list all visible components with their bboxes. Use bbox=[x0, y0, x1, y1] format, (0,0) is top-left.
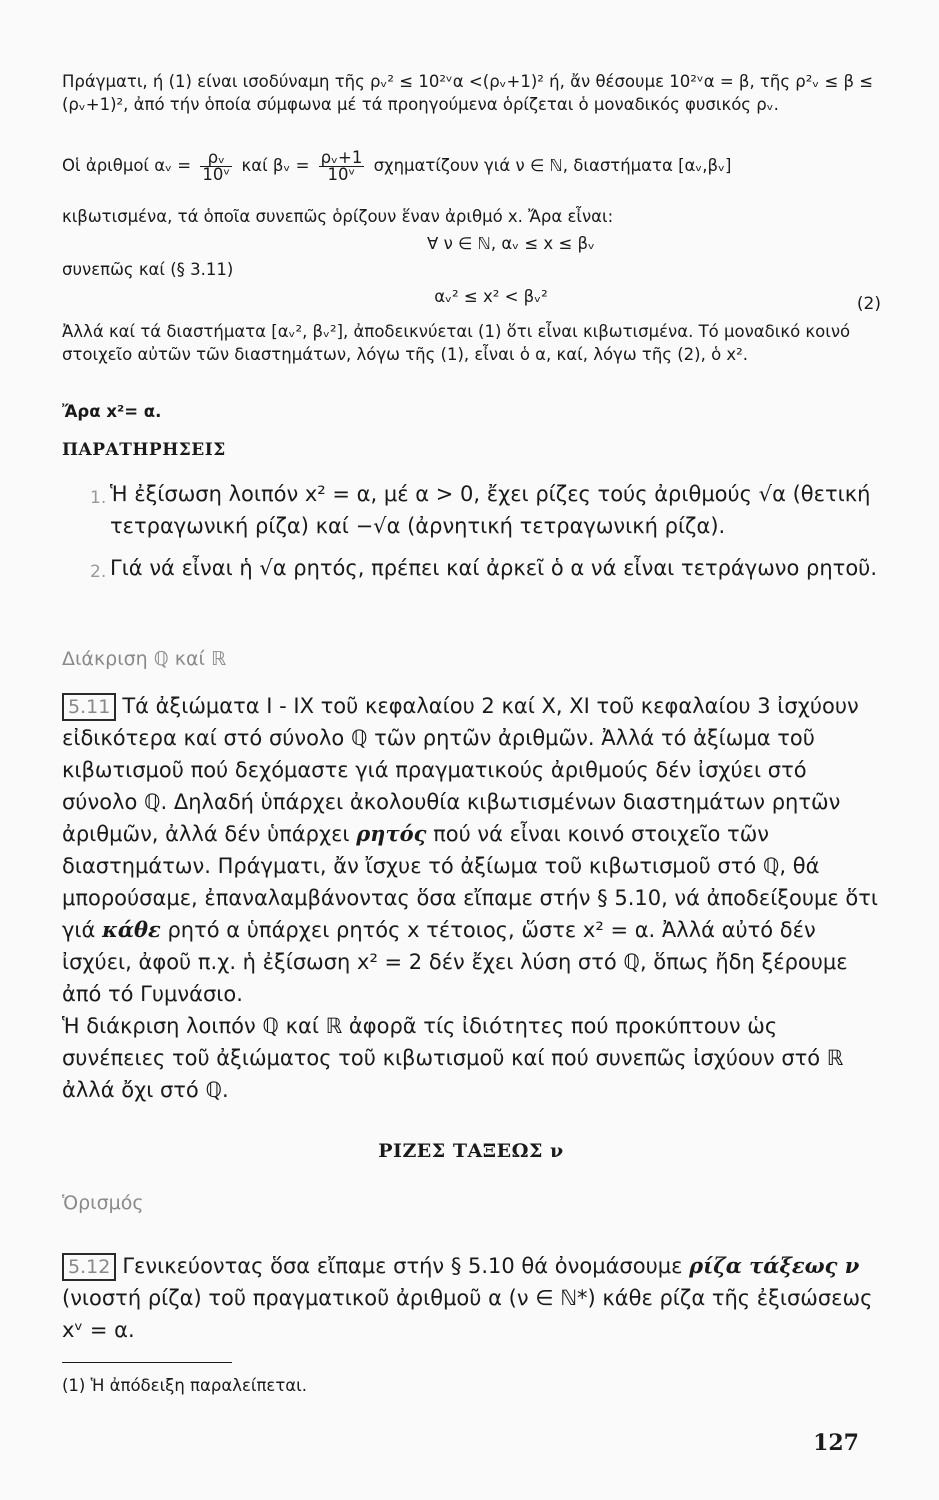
paragraph-nested: κιβωτισμένα, τά ὁποῖα συνεπῶς ὁρίζουν ἕναν ἀριθμό x. Ἄρα εἶναι: bbox=[62, 207, 614, 226]
fraction-alpha bbox=[200, 150, 232, 183]
text-definition: (νιοστή ρίζα) τοῦ πραγματικοῦ ἀριθμοῦ α (ν ∈ ℕ*) κάθε ρίζα τῆς ἐξισώσεως xᵛ = α. bbox=[62, 1286, 873, 1342]
paragraph-distinction: Ἡ διάκριση λοιπόν ℚ καί ℝ ἀφορᾶ τίς ἰδιότητες πού προκύπτουν ὡς συνέπειες τοῦ ἀξιώματος τοῦ κιβωτισμοῦ καί πού συνεπῶς ἰσχύουν στό ℝ ἀλλά ὄχι στό ℚ. bbox=[62, 1014, 844, 1102]
section-number-box: 5.11 bbox=[62, 693, 116, 721]
emphasis-every: κάθε bbox=[102, 917, 161, 942]
text-counterexample: ρητό α ὑπάρχει ρητός x τέτοιος, ὥστε x² = α. Ἀλλά αὐτό δέν ἰσχύει, ἀφοῦ π.χ. ἡ ἐξίσωση x² = 2 δέν ἔχει λύση στό ℚ, ὅπως ἤδη ξέρουμε ἀπό τό Γυμνάσιο. bbox=[62, 918, 848, 1006]
frac-denominator: 10ᵛ bbox=[202, 165, 231, 184]
paragraph-5-11 bbox=[62, 690, 880, 1010]
paragraph-5-12 bbox=[62, 1250, 880, 1346]
section-number-box: 5.12 bbox=[62, 1253, 116, 1281]
remark-2 bbox=[90, 552, 880, 584]
text-axioms: Τά ἀξιώματα I - IX τοῦ κεφαλαίου 2 καί X, XI τοῦ κεφαλαίου 3 ἰσχύουν εἰδικότερα καί στό σύνολο ℚ τῶν ρητῶν ἀριθμῶν. Ἀλλά τό ἀξίωμα τοῦ κιβωτισμοῦ πού δεχόμαστε γιά πραγματικούς ἀριθμούς δέν ἰσχύει στό σύνολο ℚ. Δηλαδή ὑπάρχει ἀκολουθία κιβωτισμένων διαστημάτων ρητῶν ἀριθμῶν, ἀλλά δέν ὑπάρχει bbox=[62, 694, 859, 846]
frac-denominator: 10ᵛ bbox=[319, 166, 365, 183]
text-generalize: Γενικεύοντας ὅσα εἴπαμε στήν § 5.10 θά ὀνομάσουμε bbox=[122, 1254, 683, 1278]
paragraph-squares-nested: Ἀλλά καί τά διαστήματα [αᵥ², βᵥ²], ἀποδεικνύεται (1) ὅτι εἶναι κιβωτισμένα. Τό μοναδικό κοινό στοιχεῖο αὐτῶν τῶν διαστημάτων, λόγω τῆς (1), εἶναι ὁ α, καί, λόγω τῆς (2), ὁ x². bbox=[62, 322, 851, 364]
paragraph-consequently: συνεπῶς καί (§ 3.11) bbox=[62, 260, 234, 279]
remark-1 bbox=[90, 478, 880, 542]
paragraph-intervals bbox=[62, 150, 880, 183]
section-heading-definition: Ὁρισμός bbox=[62, 1192, 144, 1214]
footnote-divider bbox=[62, 1362, 232, 1363]
page-number: 127 bbox=[813, 1430, 859, 1456]
section-heading-q-r: Διάκριση ℚ καί ℝ bbox=[62, 648, 226, 670]
text-alpha-def: Οἱ ἀριθμοί αᵥ = bbox=[62, 156, 192, 175]
remark-text: Γιά νά εἶναι ἡ √α ρητός, πρέπει καί ἀρκεῖ ὁ α νά εἶναι τετράγωνο ρητοῦ. bbox=[110, 556, 877, 580]
frac-numerator: ρᵥ+1 bbox=[320, 148, 363, 167]
text-beta-def: καί βᵥ = bbox=[241, 156, 310, 175]
remark-number: 2. bbox=[90, 562, 107, 582]
paragraph-conclusion: Ἄρα x²= α. bbox=[62, 402, 162, 421]
formula-squares: αᵥ² ≤ x² < βᵥ² bbox=[434, 287, 548, 306]
paragraph-proof-intro: Πράγματι, ή (1) είναι ισοδύναμη τῆς ρᵥ² ≤ 10²ᵛα <(ρᵥ+1)² ή, ἄν θέσουμε 10²ᵛα = β, τῆς ρ²ᵥ ≤ β ≤ (ρᵥ+1)², ἀπό τήν ὁποία σύμφωνα μέ τά προηγούμενα ὁρίζεται ὁ μοναδικός φυσικός ρᵥ. bbox=[62, 72, 874, 114]
text-intervals: σχηματίζουν γιά ν ∈ ℕ, διαστήματα [αᵥ,βᵥ] bbox=[373, 156, 732, 175]
fraction-beta bbox=[319, 150, 365, 183]
remarks-heading: ΠΑΡΑΤΗΡΗΣΕΙΣ bbox=[62, 440, 226, 460]
remark-number: 1. bbox=[90, 488, 107, 508]
text-proof: πού νά εἶναι κοινό στοιχεῖο τῶν διαστημάτων. Πράγματι, ἄν ἴσχυε τό ἀξίωμα τοῦ κιβωτισμοῦ στό ℚ, θά μπορούσαμε, ἐπαναλαμβάνοντας ὅσα εἴπαμε στήν § 5.10, νά ἀποδείξουμε ὅτι γιά bbox=[62, 822, 879, 942]
equation-number: (2) bbox=[856, 294, 881, 314]
footnote: (1) Ἡ ἀπόδειξη παραλείπεται. bbox=[62, 1376, 307, 1395]
emphasis-root-order: ρίζα τάξεως ν bbox=[689, 1253, 860, 1278]
formula-bounds: ∀ ν ∈ ℕ, αᵥ ≤ x ≤ βᵥ bbox=[427, 234, 595, 253]
frac-numerator: ρᵥ bbox=[207, 148, 225, 167]
remark-text: Ἡ ἐξίσωση λοιπόν x² = α, μέ α > 0, ἔχει ρίζες τούς ἀριθμούς √α (θετική τετραγωνική ρίζα) καί −√α (ἀρνητική τετραγωνική ρίζα). bbox=[110, 482, 871, 538]
emphasis-rational: ρητός bbox=[356, 821, 427, 846]
title-nth-roots: ΡΙΖΕΣ ΤΑΞΕΩΣ ν bbox=[378, 1140, 564, 1162]
